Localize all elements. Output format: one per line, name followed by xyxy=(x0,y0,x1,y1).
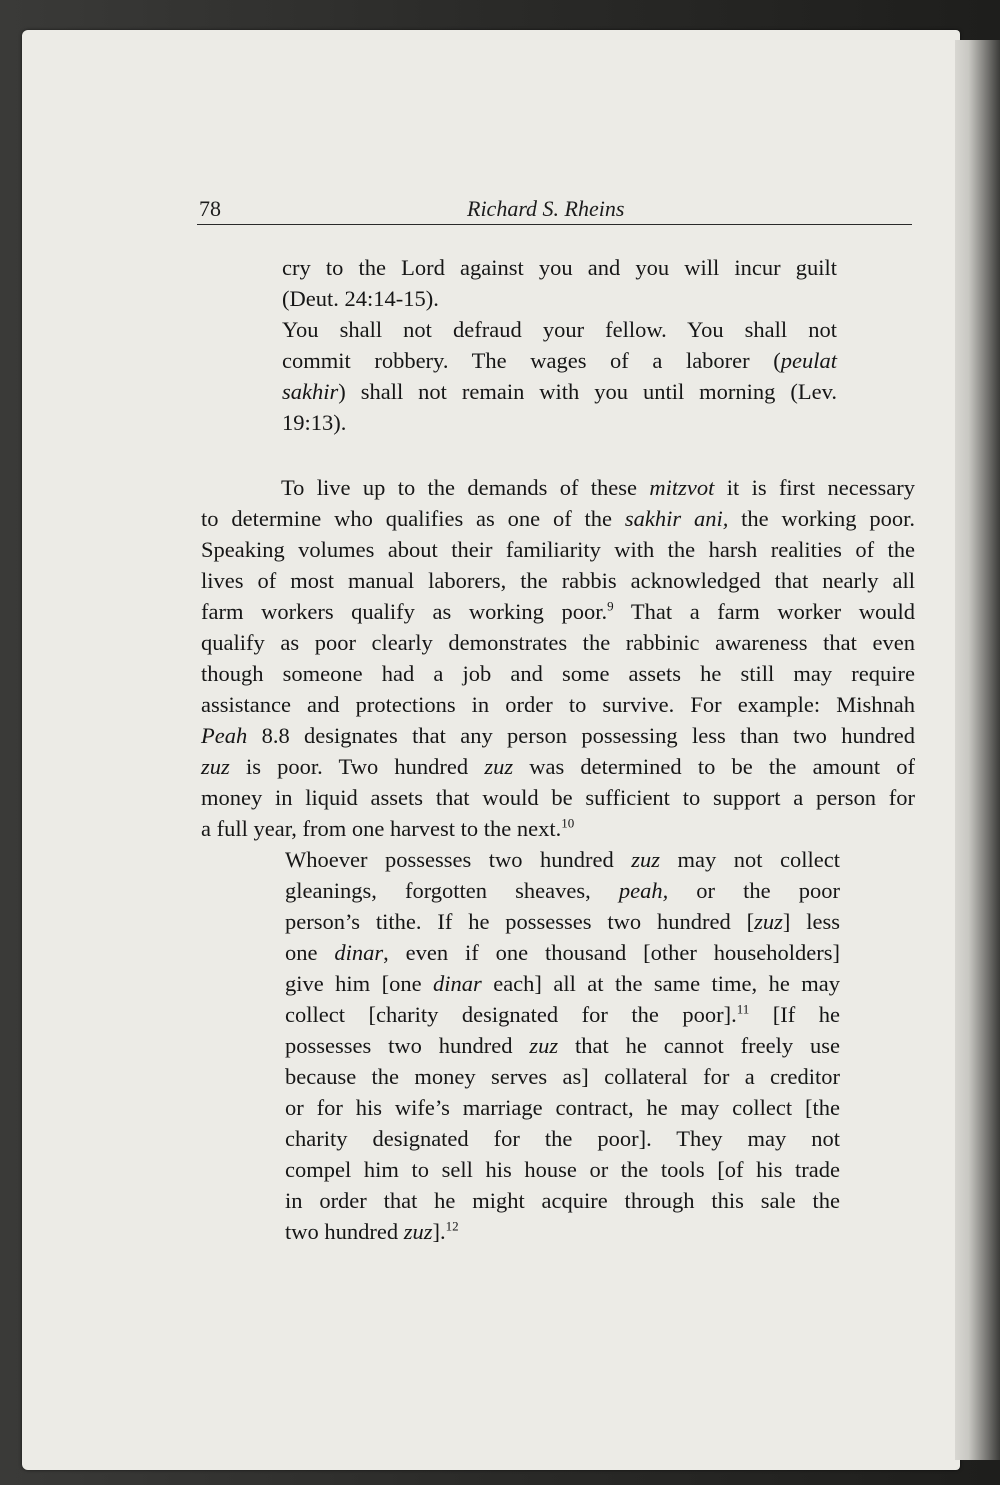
text-line: collect [charity designated for the poor].$^{11}$ [If he xyxy=(285,1001,841,1027)
text-line: Whoever possesses two hundred zuz may not collect xyxy=(285,847,841,872)
text-line: give him [one dinar each] all at the same time, he may xyxy=(285,971,840,996)
text-line: commit robbery. The wages of a laborer (peulat xyxy=(282,348,837,373)
italic-term: zuz xyxy=(201,754,230,779)
footnote-ref[interactable]: 9 xyxy=(607,598,614,614)
italic-term: mitzvot xyxy=(649,475,715,500)
text-line: compel him to sell his house or the tools [of his trade xyxy=(285,1157,840,1182)
italic-term: dinar xyxy=(334,940,384,965)
text-line: cry to the Lord against you and you will incur guilt xyxy=(282,255,837,280)
text-line: You shall not defraud your fellow. You shall not xyxy=(282,317,837,342)
text-line: gleanings, forgotten sheaves, peah, or the poor xyxy=(285,878,840,903)
block-quote-scripture xyxy=(282,252,837,438)
text-line: qualify as poor clearly demonstrates the rabbinic awareness that even xyxy=(201,630,915,655)
italic-term: sakhir ani, xyxy=(624,506,729,531)
italic-term: Peah xyxy=(201,723,248,748)
text-line: farm workers qualify as working poor.$^9$ That a farm worker would xyxy=(201,598,915,624)
body-paragraph xyxy=(201,472,915,844)
italic-term: zuz xyxy=(403,1219,433,1244)
page-header xyxy=(197,196,912,225)
footnote-ref[interactable]: 11 xyxy=(736,1001,750,1017)
text-line: because the money serves as] collateral for a creditor xyxy=(285,1064,840,1089)
text-line: zuz is poor. Two hundred zuz was determined to be the amount of xyxy=(201,754,915,779)
text-line: though someone had a job and some assets he still may require xyxy=(201,661,915,686)
text-line: charity designated for the poor]. They may not xyxy=(285,1126,840,1151)
italic-term: peah, xyxy=(618,878,669,903)
text-line: a full year, from one harvest to the next.$^{10}$ xyxy=(201,815,575,841)
block-quote-mishnah xyxy=(285,844,840,1247)
page-number: 78 xyxy=(199,196,221,221)
text-line: possesses two hundred zuz that he cannot freely use xyxy=(285,1033,841,1058)
text-line: Speaking volumes about their familiarity with the harsh realities of the xyxy=(201,537,915,562)
text-line: money in liquid assets that would be sufficient to support a person for xyxy=(201,785,915,810)
page-edge xyxy=(955,40,1000,1460)
text-line: To live up to the demands of these mitzvot it is first necessary xyxy=(281,475,915,500)
text-line: sakhir) shall not remain with you until morning (Lev. xyxy=(282,379,837,404)
text-line: one dinar, even if one thousand [other householders] xyxy=(285,940,840,965)
italic-term: dinar xyxy=(433,971,482,996)
text-line: person’s tithe. If he possesses two hundred [zuz] less xyxy=(285,909,840,934)
text-line: to determine who qualifies as one of the sakhir ani, the working poor. xyxy=(201,506,915,531)
italic-term: zuz xyxy=(631,847,661,872)
running-head: Richard S. Rheins xyxy=(467,196,625,221)
italic-term: zuz xyxy=(484,754,514,779)
italic-term: sakhir xyxy=(282,379,339,404)
italic-term: zuz xyxy=(529,1033,559,1058)
text-line: assistance and protections in order to survive. For example: Mishnah xyxy=(201,692,915,717)
text-line: or for his wife’s marriage contract, he may collect [the xyxy=(285,1095,840,1120)
italic-term: zuz xyxy=(754,909,783,934)
text-line: lives of most manual laborers, the rabbis acknowledged that nearly all xyxy=(201,568,915,593)
text-line: (Deut. 24:14-15). xyxy=(282,286,439,311)
footnote-ref[interactable]: 10 xyxy=(561,815,575,831)
footnote-ref[interactable]: 12 xyxy=(445,1218,459,1234)
text-line: Peah 8.8 designates that any person possessing less than two hundred xyxy=(201,723,915,748)
text-line: 19:13). xyxy=(282,410,347,435)
text-line: two hundred zuz].$^{12}$ xyxy=(285,1218,459,1244)
italic-term: peulat xyxy=(780,348,837,373)
text-line: in order that he might acquire through this sale the xyxy=(285,1188,840,1213)
